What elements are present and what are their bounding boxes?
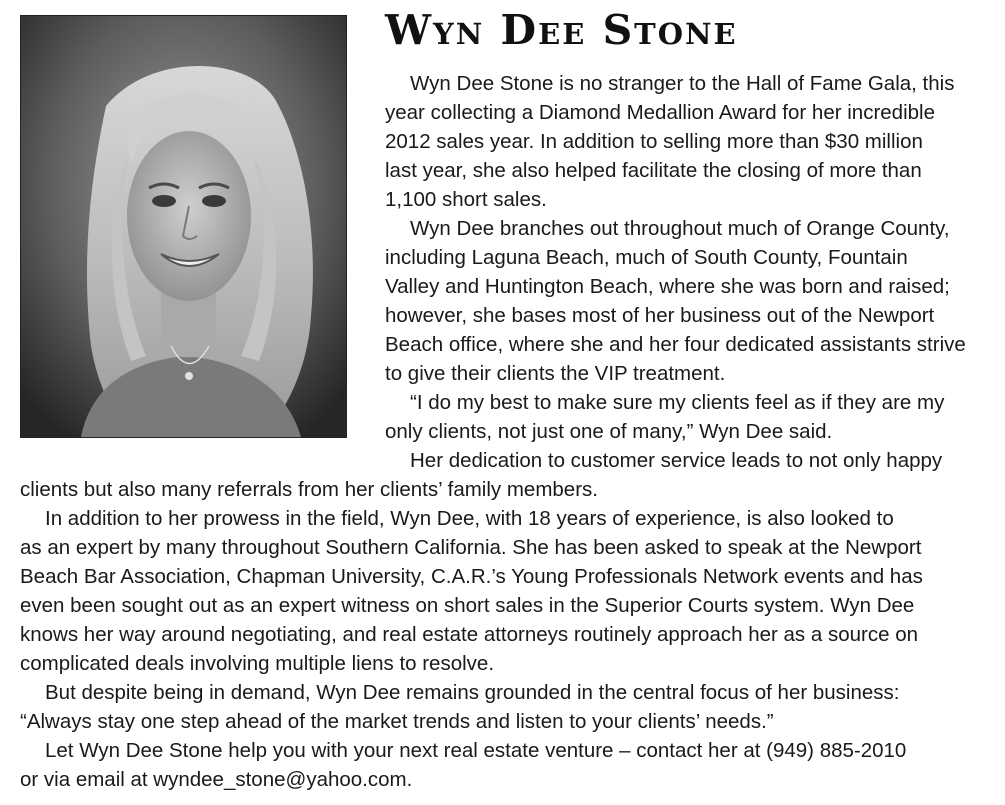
article-line: as an expert by many throughout Southern California. She has been asked to speak at the Newport bbox=[20, 536, 922, 559]
article-line: Beach Bar Association, Chapman University, C.A.R.’s Young Professionals Network events and has bbox=[20, 565, 923, 588]
article-line: “I do my best to make sure my clients feel as if they are my bbox=[410, 391, 945, 414]
article-line: clients but also many referrals from her clients’ family members. bbox=[20, 478, 598, 501]
portrait-photo bbox=[20, 15, 347, 438]
article-line: Beach office, where she and her four dedicated assistants strive bbox=[385, 333, 966, 356]
article-line: In addition to her prowess in the field, Wyn Dee, with 18 years of experience, is also looked to bbox=[45, 507, 894, 530]
article-line: complicated deals involving multiple liens to resolve. bbox=[20, 652, 495, 675]
article-line: including Laguna Beach, much of South County, Fountain bbox=[385, 246, 908, 269]
article-line: Valley and Huntington Beach, where she was born and raised; bbox=[385, 275, 950, 298]
article-line: 1,100 short sales. bbox=[385, 188, 547, 211]
article-line: Her dedication to customer service leads to not only happy bbox=[410, 449, 943, 472]
article-line: however, she bases most of her business out of the Newport bbox=[385, 304, 935, 327]
article-line: “Always stay one step ahead of the market trends and listen to your clients’ needs.” bbox=[20, 710, 774, 733]
article-line: to give their clients the VIP treatment. bbox=[385, 362, 726, 385]
article-title: Wyn Dee Stone bbox=[385, 6, 738, 54]
article-line: Wyn Dee Stone is no stranger to the Hall of Fame Gala, this bbox=[410, 72, 955, 95]
article-line: But despite being in demand, Wyn Dee remains grounded in the central focus of her business: bbox=[45, 681, 900, 704]
article-line: year collecting a Diamond Medallion Award for her incredible bbox=[385, 101, 935, 124]
article-line: Wyn Dee branches out throughout much of Orange County, bbox=[410, 217, 950, 240]
article-line: even been sought out as an expert witness on short sales in the Superior Courts system. Wyn Dee bbox=[20, 594, 915, 617]
article-line: or via email at wyndee_stone@yahoo.com. bbox=[20, 768, 413, 791]
portrait-illustration bbox=[21, 16, 346, 437]
article-line: only clients, not just one of many,” Wyn Dee said. bbox=[385, 420, 833, 443]
article-line: Let Wyn Dee Stone help you with your next real estate venture – contact her at (949) 885-2010 bbox=[45, 739, 907, 762]
article-line: 2012 sales year. In addition to selling more than $30 million bbox=[385, 130, 923, 153]
article-line: knows her way around negotiating, and real estate attorneys routinely approach her as a source on bbox=[20, 623, 918, 646]
article-line: last year, she also helped facilitate the closing of more than bbox=[385, 159, 922, 182]
